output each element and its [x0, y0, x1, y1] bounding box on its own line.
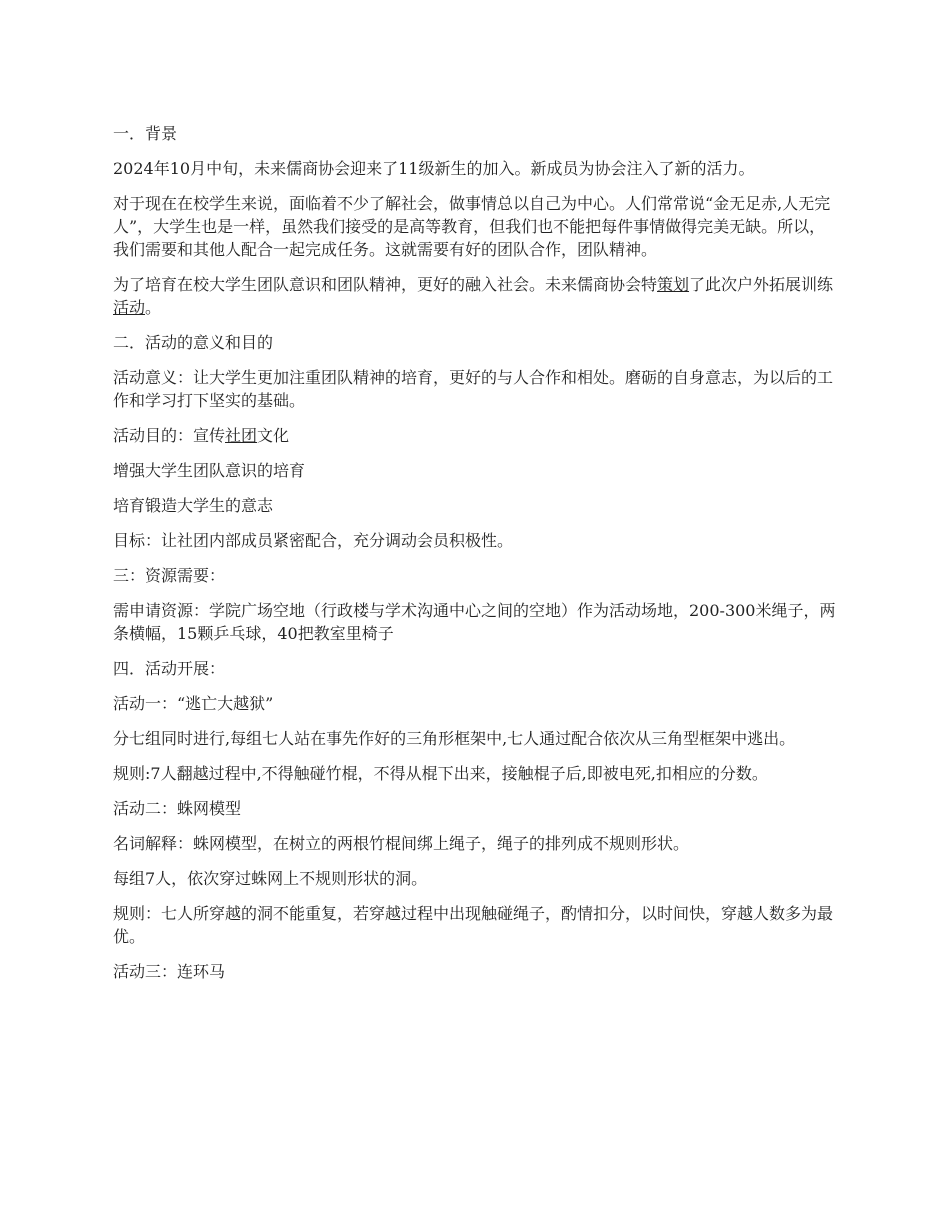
activity-two-rules: 规则：七人所穿越的洞不能重复，若穿越过程中出现触碰绳子，酌情扣分，以时间快，穿越人数多为最优。 — [113, 904, 834, 946]
activity-one-description: 分七组同时进行,每组七人站在事先作好的三角形框架中,七人通过配合依次从三角型框架中逃出。 — [113, 729, 796, 748]
paragraph-goal-item-1: 增强大学生团队意识的培育 — [113, 461, 306, 480]
paragraph-target: 目标：让社团内部成员紧密配合，充分调动会员积极性。 — [113, 531, 514, 550]
paragraph-purpose — [113, 273, 840, 319]
paragraph-goal-item-2: 培育锻造大学生的意志 — [113, 496, 274, 515]
paragraph-purpose-text-3: 。 — [145, 298, 162, 317]
section-heading-background: 一．背景 — [113, 124, 178, 143]
activity-two-definition: 名词解释：蛛网模型，在树立的两根竹棍间绑上绳子，绳子的排列成不规则形状。 — [113, 834, 690, 853]
activity-two-description: 每组7人，依次穿过蛛网上不规则形状的洞。 — [113, 869, 428, 888]
paragraph-goal-text-1: 活动目的：宣传 — [113, 426, 226, 445]
paragraph-intro: 2024年10月中旬，未来儒商协会迎来了11级新生的加入。新成员为协会注入了新的活力。 — [113, 159, 755, 178]
document-body — [113, 122, 840, 995]
section-heading-meaning: 二．活动的意义和目的 — [113, 333, 274, 352]
activity-one-rules: 规则:7人翻越过程中,不得触碰竹棍，不得从棍下出来，接触棍子后,即被电死,扣相应的分数。 — [113, 764, 768, 783]
paragraph-purpose-text-1: 为了培育在校大学生团队意识和团队精神，更好的融入社会。未来儒商协会特 — [113, 275, 658, 294]
link-club[interactable]: 社团 — [225, 426, 258, 445]
section-heading-resources: 三：资源需要： — [113, 566, 226, 585]
paragraph-goal-text-2: 文化 — [257, 426, 290, 445]
paragraph-purpose-text-2: 了此次户外拓展训练 — [689, 275, 834, 294]
paragraph-meaning: 活动意义：让大学生更加注重团队精神的培育，更好的与人合作和相处。磨砺的自身意志，为以后的工作和学习打下坚实的基础。 — [113, 368, 834, 410]
link-planning[interactable]: 策划 — [657, 275, 690, 294]
paragraph-teamwork: 对于现在在校学生来说，面临着不少了解社会，做事情总以自己为中心。人们常常说“金无足赤,人无完人”，大学生也是一样，虽然我们接受的是高等教育，但我们也不能把每件事情做得完美无缺。所以，我们需要和其他人配合一起完成任务。这就需要有好的团队合作，团队精神。 — [113, 194, 831, 259]
section-heading-activities: 四．活动开展： — [113, 659, 226, 678]
paragraph-goal — [113, 424, 840, 447]
activity-one-title: 活动一：“逃亡大越狱” — [113, 694, 274, 713]
activity-three-title: 活动三：连环马 — [113, 962, 226, 981]
link-activity[interactable]: 活动 — [113, 298, 146, 317]
activity-two-title: 活动二：蛛网模型 — [113, 799, 242, 818]
paragraph-resources: 需申请资源：学院广场空地（行政楼与学术沟通中心之间的空地）作为活动场地，200-300米绳子，两条横幅，15颗乒乓球，40把教室里椅子 — [113, 601, 836, 643]
